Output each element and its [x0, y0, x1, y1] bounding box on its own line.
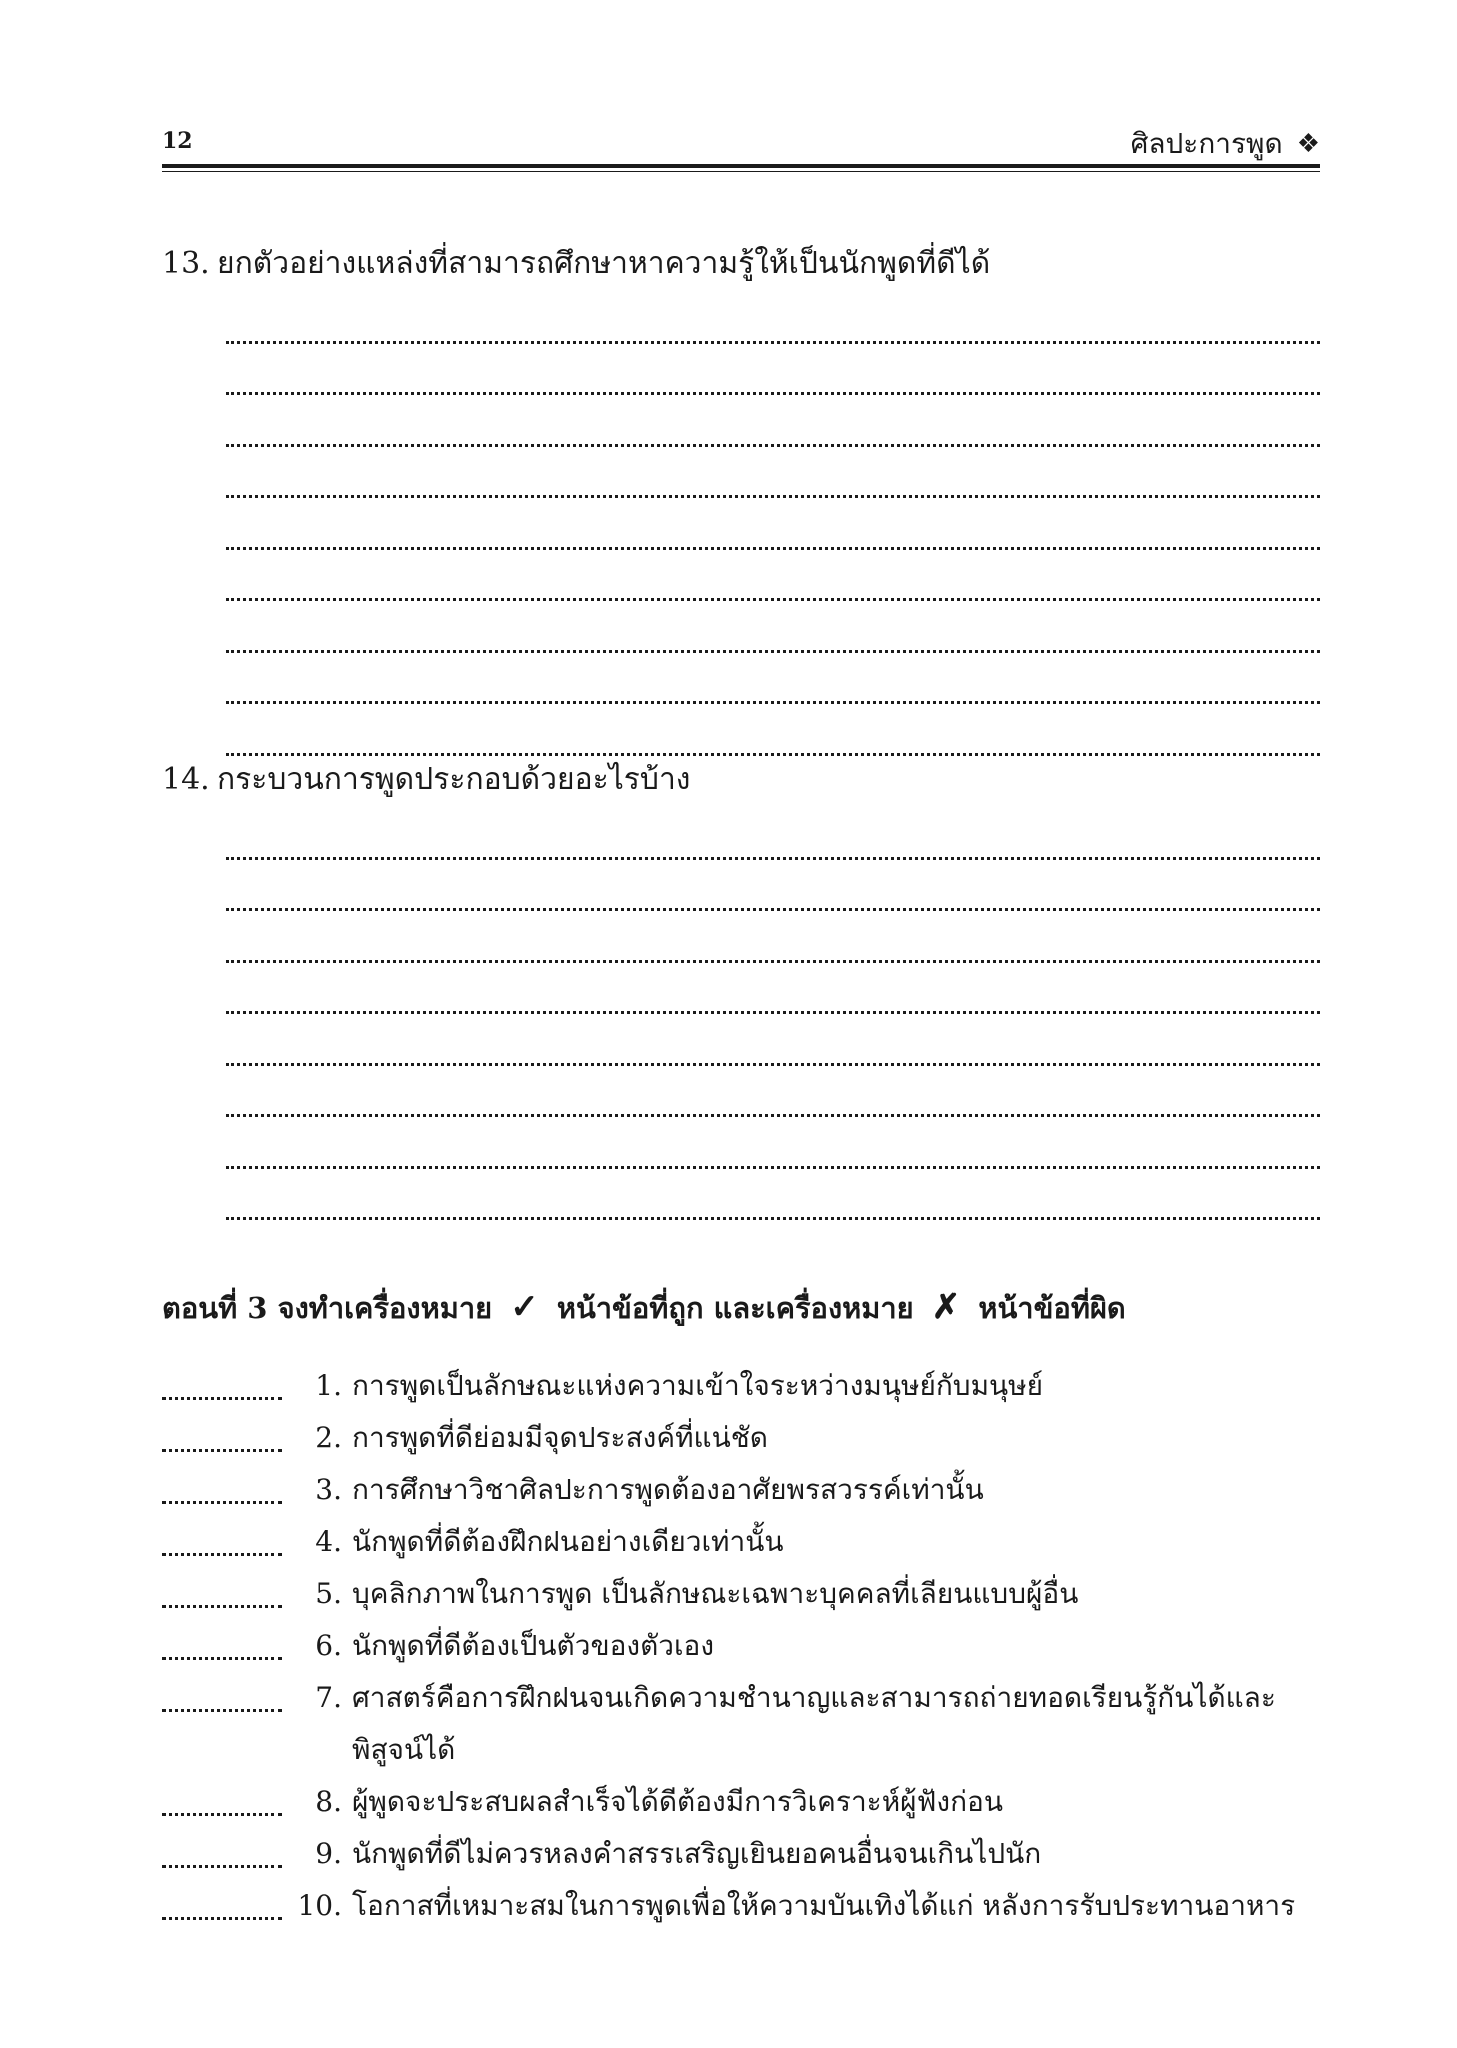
- answer-blank[interactable]: [162, 1516, 282, 1556]
- list-item: [162, 1672, 1320, 1776]
- item-number: 10.: [297, 1889, 342, 1922]
- true-false-list: [162, 1360, 1320, 1932]
- item-number: 2.: [315, 1421, 342, 1454]
- header-rule-thin: [162, 171, 1320, 172]
- check-mark-icon: ✓: [510, 1287, 539, 1327]
- page-number: 12: [162, 128, 193, 154]
- item-number: 8.: [315, 1785, 342, 1818]
- answer-blank[interactable]: [162, 1776, 282, 1816]
- answer-line[interactable]: [226, 498, 1320, 550]
- answer-line[interactable]: [226, 963, 1320, 1015]
- item-number: 7.: [315, 1681, 342, 1714]
- page-header: [162, 122, 1320, 158]
- question-14: [162, 758, 1320, 1220]
- item-text: การพูดเป็นลักษณะแห่งความเข้าใจระหว่างมนุษย์กับมนุษย์: [352, 1369, 1044, 1402]
- question-number: 14.: [162, 762, 210, 797]
- answer-line[interactable]: [226, 911, 1320, 963]
- answer-blank[interactable]: [162, 1568, 282, 1608]
- answer-line[interactable]: [226, 1014, 1320, 1066]
- question-13: [162, 242, 1320, 756]
- answer-blank[interactable]: [162, 1360, 282, 1400]
- list-item: [162, 1568, 1320, 1620]
- answer-blank[interactable]: [162, 1620, 282, 1660]
- item-number: 1.: [315, 1369, 342, 1402]
- item-number: 3.: [315, 1473, 342, 1506]
- instruction-part-a: จงทำเครื่องหมาย: [277, 1291, 493, 1325]
- answer-line[interactable]: [226, 653, 1320, 705]
- answer-line[interactable]: [226, 344, 1320, 396]
- answer-line[interactable]: [226, 808, 1320, 860]
- item-text: นักพูดที่ดีต้องเป็นตัวของตัวเอง: [352, 1629, 715, 1662]
- answer-lines: [226, 808, 1320, 1220]
- answer-lines: [226, 292, 1320, 756]
- answer-line[interactable]: [226, 601, 1320, 653]
- part-label: ตอนที่ 3: [162, 1291, 268, 1325]
- answer-line[interactable]: [226, 860, 1320, 912]
- item-number: 5.: [315, 1577, 342, 1610]
- list-item: [162, 1776, 1320, 1828]
- list-item: [162, 1412, 1320, 1464]
- answer-line[interactable]: [226, 447, 1320, 499]
- list-item: [162, 1828, 1320, 1880]
- question-title: [162, 758, 1320, 802]
- answer-blank[interactable]: [162, 1880, 282, 1920]
- question-number: 13.: [162, 246, 210, 281]
- item-text: โอกาสที่เหมาะสมในการพูดเพื่อให้ความบันเทิงได้แก่ หลังการรับประทานอาหาร: [352, 1889, 1296, 1922]
- list-item: [162, 1880, 1320, 1932]
- item-number: 4.: [315, 1525, 342, 1558]
- instruction-part-c: หน้าข้อที่ผิด: [978, 1291, 1126, 1325]
- list-item: [162, 1360, 1320, 1412]
- header-rule-thick: [162, 164, 1320, 168]
- answer-line[interactable]: [226, 292, 1320, 344]
- answer-line[interactable]: [226, 1066, 1320, 1118]
- answer-line[interactable]: [226, 704, 1320, 756]
- section-3-heading: [162, 1285, 1320, 1330]
- item-text: ศาสตร์คือการฝึกฝนจนเกิดความชำนาญและสามารถถ่ายทอดเรียนรู้กันได้และพิสูจน์ได้: [352, 1681, 1276, 1766]
- list-item: [162, 1620, 1320, 1672]
- list-item: [162, 1516, 1320, 1568]
- instruction-part-b: หน้าข้อที่ถูก และเครื่องหมาย: [556, 1291, 914, 1325]
- answer-line[interactable]: [226, 1169, 1320, 1221]
- answer-blank[interactable]: [162, 1464, 282, 1504]
- item-number: 9.: [315, 1837, 342, 1870]
- item-text: บุคลิกภาพในการพูด เป็นลักษณะเฉพาะบุคคลที่เลียนแบบผู้อื่น: [352, 1577, 1079, 1610]
- answer-line[interactable]: [226, 395, 1320, 447]
- question-text: ยกตัวอย่างแหล่งที่สามารถศึกษาหาความรู้ให้เป็นนักพูดที่ดีได้: [217, 246, 991, 281]
- question-title: [162, 242, 1320, 286]
- question-text: กระบวนการพูดประกอบด้วยอะไรบ้าง: [217, 762, 691, 797]
- answer-blank[interactable]: [162, 1412, 282, 1452]
- item-number: 6.: [315, 1629, 342, 1662]
- running-title: [1131, 122, 1320, 166]
- item-text: นักพูดที่ดีต้องฝึกฝนอย่างเดียวเท่านั้น: [352, 1525, 784, 1558]
- item-text: การพูดที่ดีย่อมมีจุดประสงค์ที่แน่ชัด: [352, 1421, 768, 1454]
- answer-line[interactable]: [226, 550, 1320, 602]
- answer-blank[interactable]: [162, 1828, 282, 1868]
- ornament-icon: ❖: [1296, 129, 1320, 159]
- item-text: ผู้พูดจะประสบผลสำเร็จได้ดีต้องมีการวิเคราะห์ผู้ฟังก่อน: [352, 1785, 1003, 1818]
- list-item: [162, 1464, 1320, 1516]
- answer-blank[interactable]: [162, 1672, 282, 1712]
- running-title-text: ศิลปะการพูด: [1130, 127, 1283, 160]
- answer-line[interactable]: [226, 1117, 1320, 1169]
- cross-mark-icon: ✗: [931, 1287, 961, 1327]
- item-text: นักพูดที่ดีไม่ควรหลงคำสรรเสริญเยินยอคนอื่นจนเกินไปนัก: [352, 1837, 1042, 1870]
- item-text: การศึกษาวิชาศิลปะการพูดต้องอาศัยพรสวรรค์เท่านั้น: [352, 1473, 984, 1506]
